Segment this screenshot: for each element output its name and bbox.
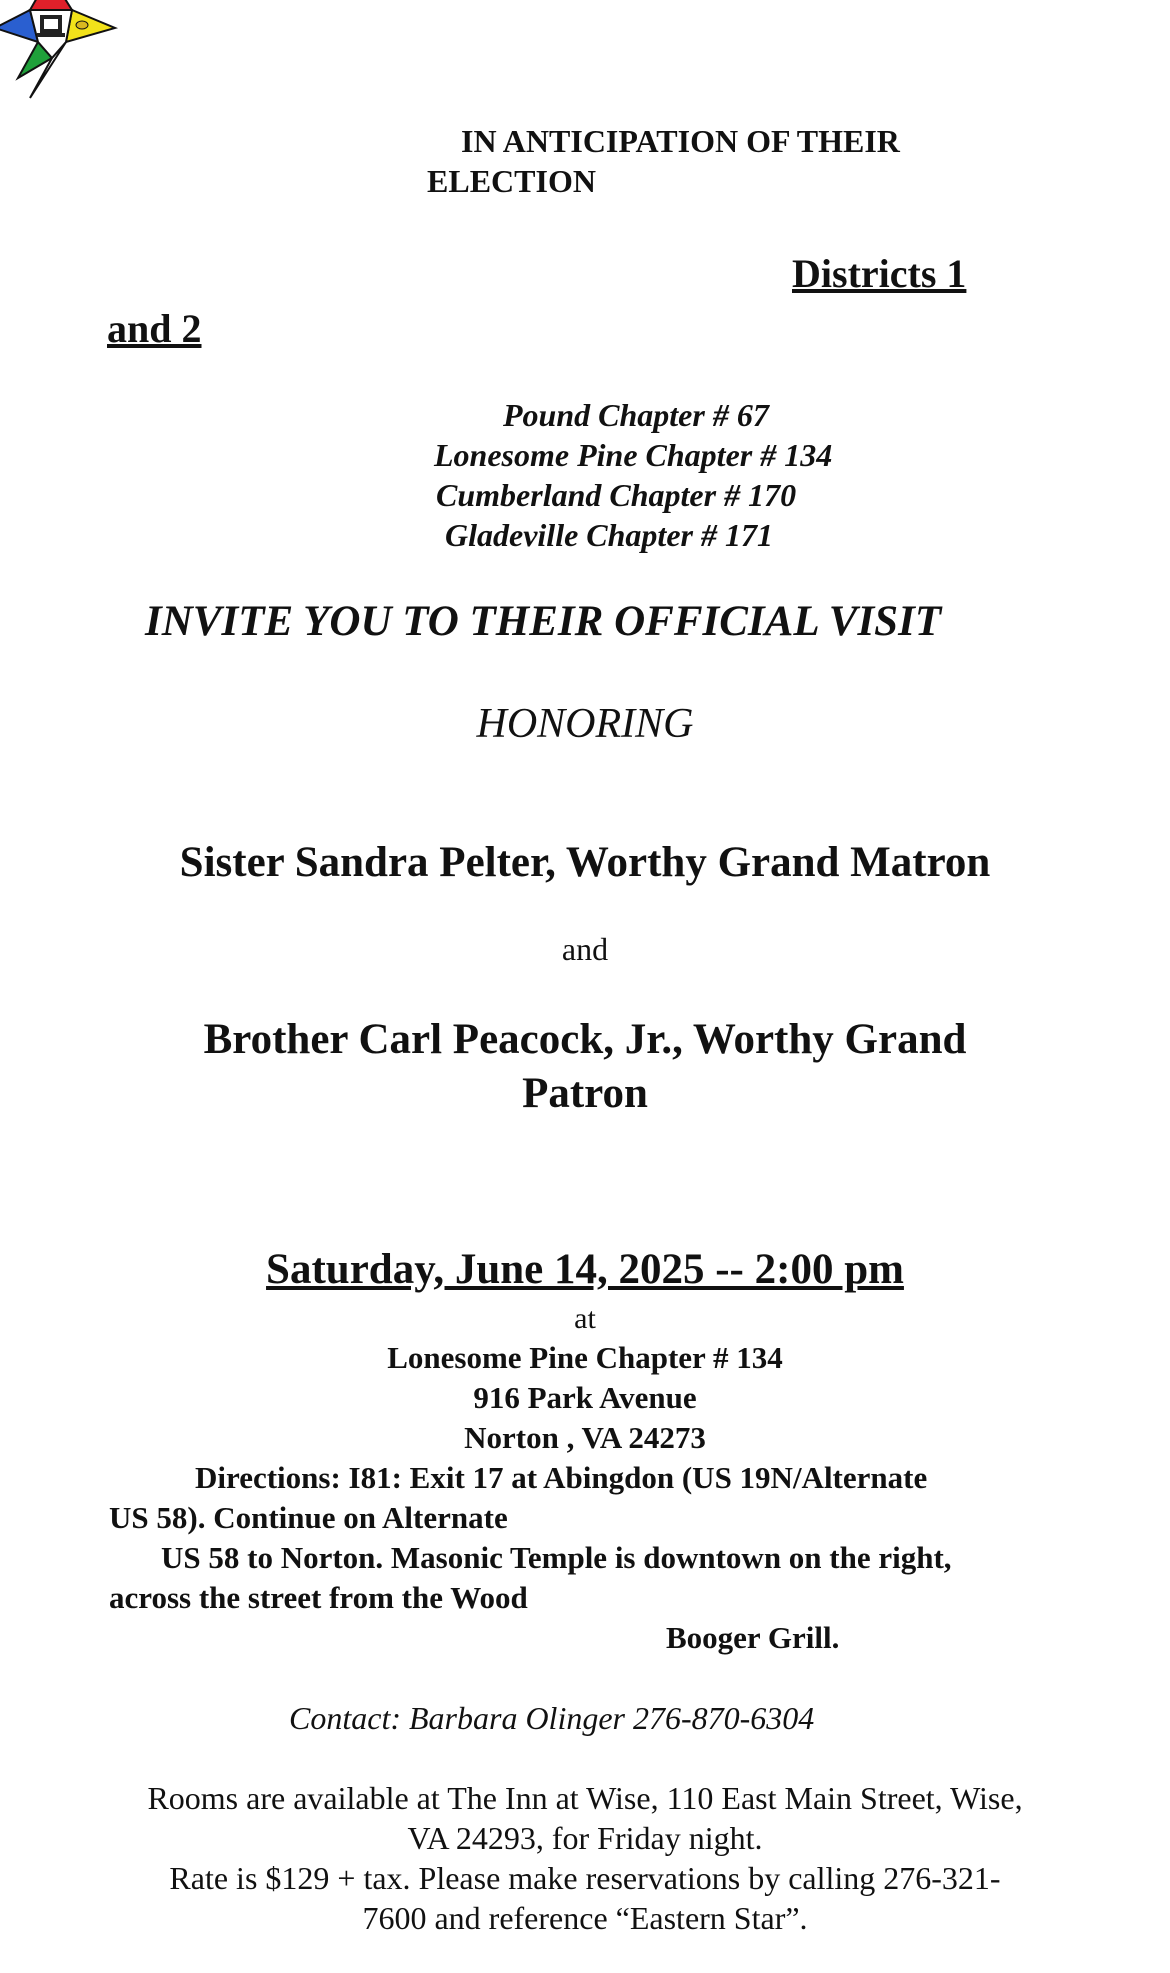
venue-name: Lonesome Pine Chapter # 134 <box>387 1340 783 1375</box>
lodging-line: 7600 and reference “Eastern Star”. <box>362 1900 808 1936</box>
anticipation-line-1: IN ANTICIPATION OF THEIR <box>461 123 900 159</box>
eastern-star-emblem-icon <box>0 0 130 100</box>
lodging-line: Rooms are available at The Inn at Wise, 110 East Main Street, Wise, <box>147 1780 1023 1816</box>
chapter-item: Lonesome Pine Chapter # 134 <box>434 437 833 473</box>
honoree-matron: Sister Sandra Pelter, Worthy Grand Matron <box>179 839 991 886</box>
districts-line-2: and 2 <box>107 306 202 351</box>
chapter-item: Gladeville Chapter # 171 <box>445 517 773 553</box>
honoree-patron-line-2: Patron <box>522 1070 648 1117</box>
event-at: at <box>574 1302 596 1335</box>
directions-line: US 58 to Norton. Masonic Temple is downtown on the right, <box>161 1540 952 1575</box>
districts-line-1: Districts 1 <box>792 251 967 296</box>
venue-city: Norton , VA 24273 <box>464 1420 706 1455</box>
honoring-heading: HONORING <box>476 701 694 747</box>
anticipation-line-2: ELECTION <box>427 163 596 199</box>
contact-line: Contact: Barbara Olinger 276-870-6304 <box>289 1700 815 1736</box>
directions-line: US 58). Continue on Alternate <box>109 1500 508 1535</box>
lodging-line: VA 24293, for Friday night. <box>407 1820 763 1856</box>
honoree-patron-line-1: Brother Carl Peacock, Jr., Worthy Grand <box>203 1016 967 1063</box>
lodging-line: Rate is $129 + tax. Please make reservations by calling 276-321- <box>169 1860 1001 1896</box>
event-date-time: Saturday, June 14, 2025 -- 2:00 pm <box>266 1246 904 1293</box>
directions-line: Booger Grill. <box>666 1620 840 1655</box>
chapter-item: Cumberland Chapter # 170 <box>436 477 797 513</box>
directions-line: Directions: I81: Exit 17 at Abingdon (US 19N/Alternate <box>195 1460 928 1495</box>
directions-line: across the street from the Wood <box>109 1580 528 1615</box>
conjunction-and: and <box>561 931 609 967</box>
chapter-item: Pound Chapter # 67 <box>503 397 769 433</box>
venue-street: 916 Park Avenue <box>473 1380 697 1415</box>
invite-heading: INVITE YOU TO THEIR OFFICIAL VISIT <box>145 598 942 645</box>
